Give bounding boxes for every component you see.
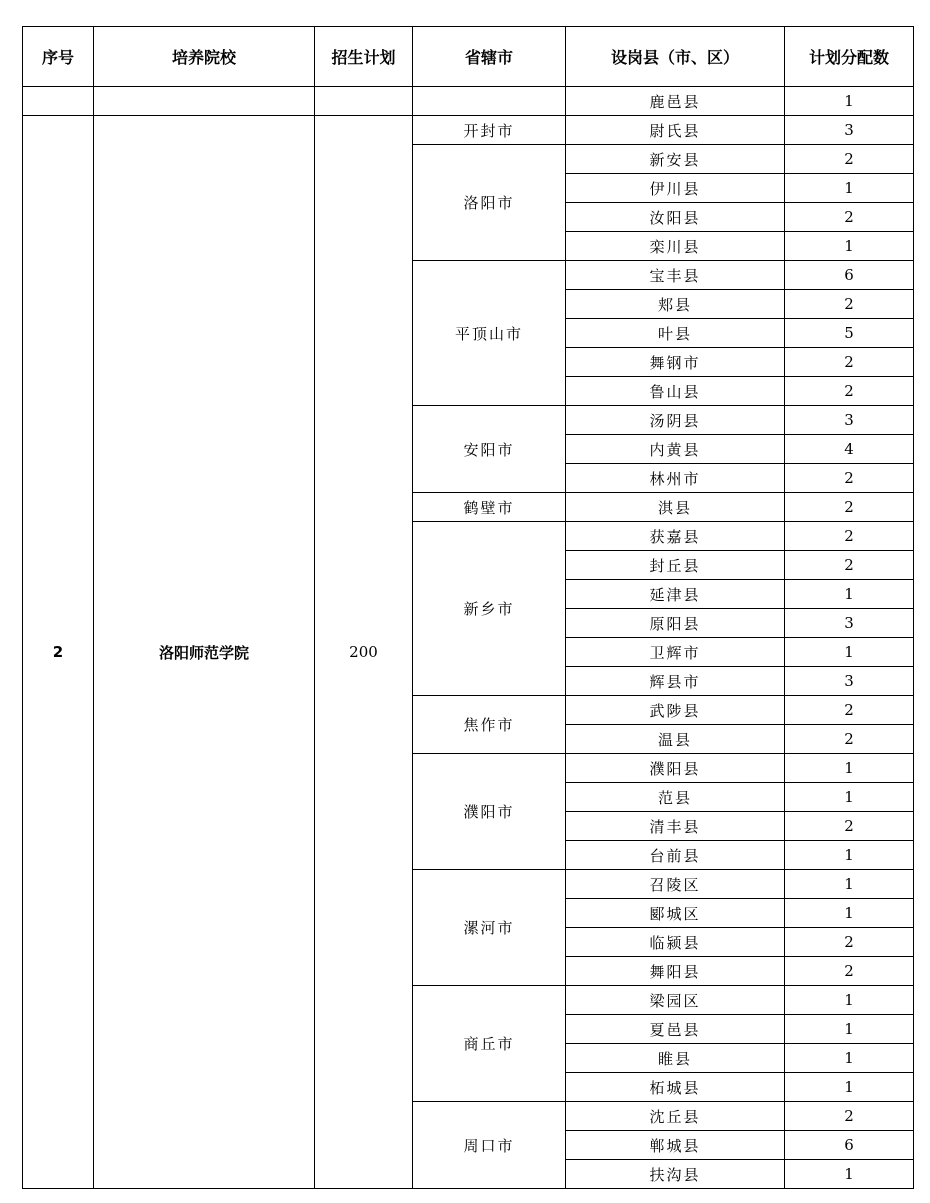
alloc-cell: 1 <box>785 841 914 870</box>
alloc-cell: 1 <box>785 1160 914 1189</box>
city-cell: 商丘市 <box>413 986 566 1102</box>
alloc-cell: 2 <box>785 493 914 522</box>
county-cell: 睢县 <box>566 1044 785 1073</box>
county-cell: 宝丰县 <box>566 261 785 290</box>
header-county: 设岗县（市、区） <box>566 27 785 87</box>
county-cell: 原阳县 <box>566 609 785 638</box>
empty-cell <box>315 87 413 116</box>
alloc-cell: 2 <box>785 377 914 406</box>
school-cell: 洛阳师范学院 <box>94 116 315 1189</box>
county-cell: 延津县 <box>566 580 785 609</box>
alloc-cell: 2 <box>785 928 914 957</box>
allocation-table <box>22 26 914 1189</box>
alloc-cell: 2 <box>785 290 914 319</box>
alloc-cell: 4 <box>785 435 914 464</box>
city-cell: 漯河市 <box>413 870 566 986</box>
alloc-cell: 1 <box>785 1073 914 1102</box>
alloc-cell: 6 <box>785 1131 914 1160</box>
alloc-cell: 1 <box>785 1015 914 1044</box>
alloc-cell: 2 <box>785 812 914 841</box>
alloc-cell: 5 <box>785 319 914 348</box>
alloc-cell: 2 <box>785 348 914 377</box>
alloc-cell: 2 <box>785 145 914 174</box>
plan-cell: 200 <box>315 116 413 1189</box>
county-cell: 台前县 <box>566 841 785 870</box>
county-cell: 武陟县 <box>566 696 785 725</box>
alloc-cell: 2 <box>785 957 914 986</box>
county-cell: 夏邑县 <box>566 1015 785 1044</box>
county-cell: 获嘉县 <box>566 522 785 551</box>
alloc-cell: 1 <box>785 870 914 899</box>
alloc-cell: 2 <box>785 725 914 754</box>
alloc-cell: 1 <box>785 754 914 783</box>
alloc-cell: 1 <box>785 1044 914 1073</box>
alloc-cell: 1 <box>785 986 914 1015</box>
county-cell: 尉氏县 <box>566 116 785 145</box>
county-cell: 清丰县 <box>566 812 785 841</box>
city-cell: 新乡市 <box>413 522 566 696</box>
county-cell: 郸城县 <box>566 1131 785 1160</box>
empty-cell <box>413 87 566 116</box>
county-cell: 汝阳县 <box>566 203 785 232</box>
city-cell: 焦作市 <box>413 696 566 754</box>
county-cell: 淇县 <box>566 493 785 522</box>
alloc-cell: 3 <box>785 406 914 435</box>
alloc-cell: 1 <box>785 232 914 261</box>
header-alloc: 计划分配数 <box>785 27 914 87</box>
county-cell: 林州市 <box>566 464 785 493</box>
table-row <box>23 87 914 116</box>
alloc-cell: 1 <box>785 638 914 667</box>
city-cell: 洛阳市 <box>413 145 566 261</box>
alloc-cell: 3 <box>785 116 914 145</box>
alloc-cell: 2 <box>785 203 914 232</box>
alloc-cell: 1 <box>785 87 914 116</box>
alloc-cell: 3 <box>785 667 914 696</box>
alloc-cell: 2 <box>785 551 914 580</box>
county-cell: 汤阴县 <box>566 406 785 435</box>
county-cell: 濮阳县 <box>566 754 785 783</box>
county-cell: 鲁山县 <box>566 377 785 406</box>
city-cell: 周口市 <box>413 1102 566 1189</box>
county-cell: 舞钢市 <box>566 348 785 377</box>
header-city: 省辖市 <box>413 27 566 87</box>
county-cell: 辉县市 <box>566 667 785 696</box>
city-cell: 安阳市 <box>413 406 566 493</box>
empty-cell <box>94 87 315 116</box>
alloc-cell: 2 <box>785 696 914 725</box>
seq-cell: 2 <box>23 116 94 1189</box>
alloc-cell: 2 <box>785 522 914 551</box>
county-cell: 新安县 <box>566 145 785 174</box>
alloc-cell: 1 <box>785 580 914 609</box>
county-cell: 召陵区 <box>566 870 785 899</box>
county-cell: 鹿邑县 <box>566 87 785 116</box>
alloc-cell: 1 <box>785 783 914 812</box>
header-school: 培养院校 <box>94 27 315 87</box>
county-cell: 舞阳县 <box>566 957 785 986</box>
alloc-cell: 3 <box>785 609 914 638</box>
county-cell: 温县 <box>566 725 785 754</box>
county-cell: 范县 <box>566 783 785 812</box>
alloc-cell: 6 <box>785 261 914 290</box>
county-cell: 伊川县 <box>566 174 785 203</box>
county-cell: 郾城区 <box>566 899 785 928</box>
county-cell: 叶县 <box>566 319 785 348</box>
city-cell: 平顶山市 <box>413 261 566 406</box>
alloc-cell: 2 <box>785 464 914 493</box>
county-cell: 封丘县 <box>566 551 785 580</box>
table-row <box>23 116 914 145</box>
city-cell: 濮阳市 <box>413 754 566 870</box>
county-cell: 扶沟县 <box>566 1160 785 1189</box>
county-cell: 内黄县 <box>566 435 785 464</box>
county-cell: 柘城县 <box>566 1073 785 1102</box>
alloc-cell: 1 <box>785 899 914 928</box>
empty-cell <box>23 87 94 116</box>
header-seq: 序号 <box>23 27 94 87</box>
county-cell: 梁园区 <box>566 986 785 1015</box>
county-cell: 郏县 <box>566 290 785 319</box>
county-cell: 临颍县 <box>566 928 785 957</box>
header-row <box>23 27 914 87</box>
city-cell: 鹤壁市 <box>413 493 566 522</box>
header-plan: 招生计划 <box>315 27 413 87</box>
alloc-cell: 2 <box>785 1102 914 1131</box>
county-cell: 沈丘县 <box>566 1102 785 1131</box>
county-cell: 卫辉市 <box>566 638 785 667</box>
county-cell: 栾川县 <box>566 232 785 261</box>
alloc-cell: 1 <box>785 174 914 203</box>
city-cell: 开封市 <box>413 116 566 145</box>
